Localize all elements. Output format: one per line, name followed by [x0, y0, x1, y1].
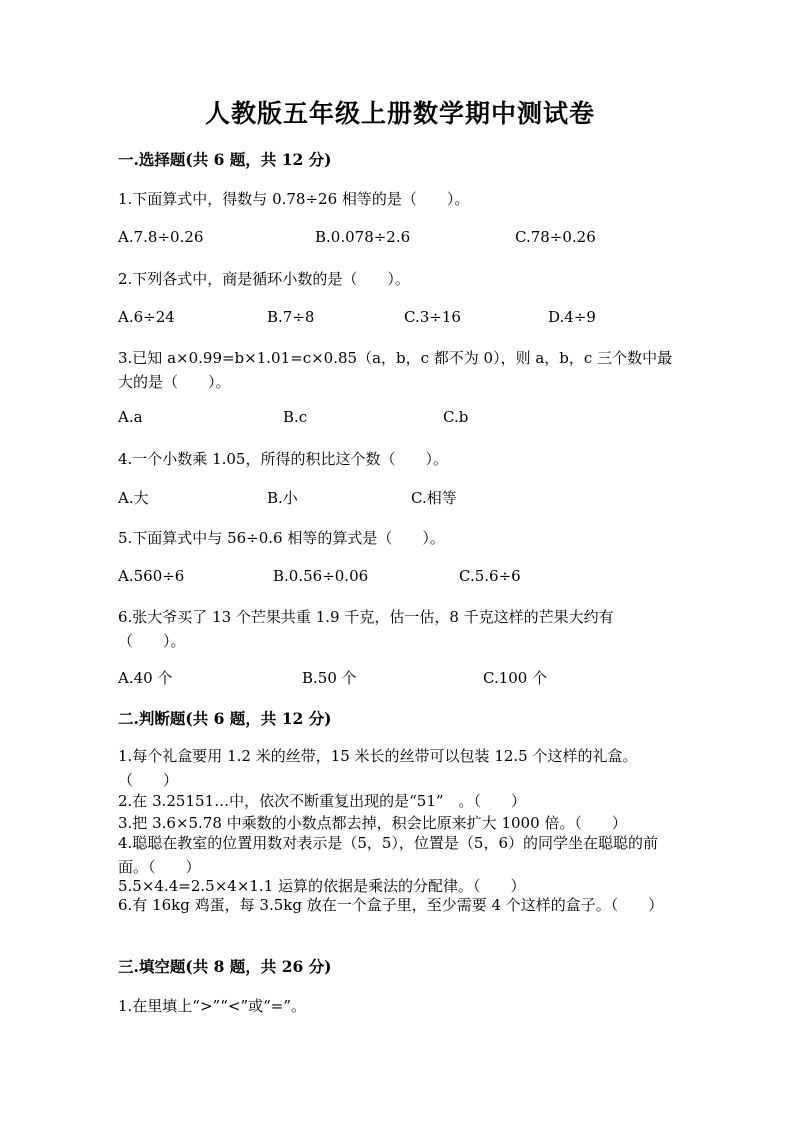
- option-a: A.6÷24: [118, 308, 175, 326]
- option-c: C.100 个: [483, 669, 548, 687]
- judgement-item: 5.5×4.4=2.5×4×1.1 运算的依据是乘法的分配律。（ ）: [118, 877, 526, 895]
- option-b: B.0.078÷2.6: [315, 228, 411, 246]
- question-stem: 4.一个小数乘 1.05，所得的积比这个数（ ）。: [118, 450, 448, 468]
- option-c: C.3÷16: [404, 308, 461, 326]
- judgement-item: 6.有 16kg 鸡蛋，每 3.5kg 放在一个盒子里，至少需要 4 个这样的盒子。（ ）: [118, 896, 664, 914]
- judgement-item: 2.在 3.25151…中，依次不断重复出现的是“51” 。（ ）: [118, 792, 527, 810]
- option-c: C.5.6÷6: [459, 567, 521, 585]
- option-a: A.a: [118, 408, 143, 426]
- judgement-item: 1.每个礼盒要用 1.2 米的丝带，15 米长的丝带可以包装 12.5 个这样的礼盒。（ ）: [118, 747, 638, 789]
- option-a: A.大: [118, 489, 149, 507]
- question-stem: 1.下面算式中，得数与 0.78÷26 相等的是（ ）。: [118, 190, 470, 208]
- option-b: B.c: [283, 408, 308, 426]
- fill-question: 1.在里填上“>”“<”或“=”。: [118, 997, 307, 1015]
- question-stem: 2.下列各式中，商是循环小数的是（ ）。: [118, 270, 410, 288]
- option-b: B.0.56÷0.06: [273, 567, 369, 585]
- option-c: C.b: [443, 408, 469, 426]
- option-b: B.7÷8: [267, 308, 315, 326]
- question-stem: 3.已知 a×0.99=b×1.01=c×0.85（a，b，c 都不为 0），则 a，b，c 三个数中最大的是（ ）。: [118, 349, 673, 391]
- option-a: A.560÷6: [118, 567, 185, 585]
- question-stem: 6.张大爷买了 13 个芒果共重 1.9 千克，估一估，8 千克这样的芒果大约有（ ）。: [118, 608, 614, 650]
- judgement-item: 4.聪聪在教室的位置用数对表示是（5，5），位置是（5，6）的同学坐在聪聪的前面。（ ）: [118, 834, 658, 876]
- section-heading-fill: 三.填空题(共 8 题，共 26 分): [118, 957, 332, 976]
- option-c: C.78÷0.26: [515, 228, 596, 246]
- option-b: B.小: [267, 489, 298, 507]
- option-b: B.50 个: [302, 669, 357, 687]
- option-d: D.4÷9: [548, 308, 596, 326]
- page-title: 人教版五年级上册数学期中测试卷: [204, 99, 595, 128]
- judgement-item: 3.把 3.6×5.78 中乘数的小数点都去掉，积会比原来扩大 1000 倍。（ ）: [118, 814, 627, 832]
- option-c: C.相等: [411, 489, 457, 507]
- option-a: A.40 个: [118, 669, 173, 687]
- option-a: A.7.8÷0.26: [118, 228, 204, 246]
- section-heading-judgement: 二.判断题(共 6 题，共 12 分): [118, 709, 332, 728]
- question-stem: 5.下面算式中与 56÷0.6 相等的算式是（ ）。: [118, 529, 445, 547]
- section-heading-choice: 一.选择题(共 6 题，共 12 分): [118, 150, 332, 169]
